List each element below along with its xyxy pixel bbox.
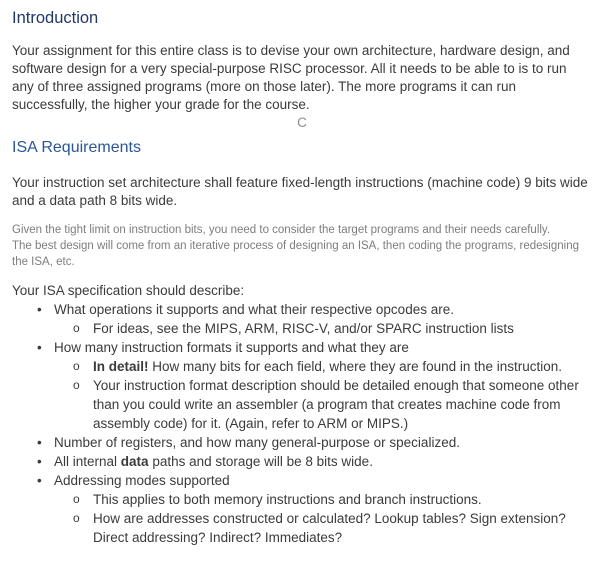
list-item	[12, 319, 592, 338]
sub-bullet-icon: o	[73, 378, 80, 392]
list-item-text: Number of registers, and how many general-purpose or specialized.	[54, 435, 460, 450]
intro-paragraph: Your assignment for this entire class is to devise your own architecture, hardware design, and software design for a very special-purpose RISC processor. All it needs to be able to is to run any of three assigned programs (more on those later). The more programs it can run successfully, the higher your grade for the course.	[12, 43, 570, 112]
sub-bullet-icon: o	[73, 321, 80, 335]
heading-introduction: Introduction	[12, 9, 99, 27]
stray-character: C	[297, 115, 307, 130]
list-item	[12, 376, 592, 433]
note-paragraph	[12, 222, 596, 270]
list-item-text: For ideas, see the MIPS, ARM, RISC-V, and/or SPARC instruction lists	[93, 321, 514, 336]
sub-bullet-icon: o	[73, 511, 80, 525]
list-item-text: How many instruction formats it supports and what they are	[54, 340, 409, 355]
list-item	[12, 357, 592, 376]
bullet-icon: •	[37, 340, 42, 355]
bullet-icon: •	[37, 435, 42, 450]
list-item	[12, 471, 592, 490]
heading-isa-requirements: ISA Requirements	[12, 139, 141, 156]
note-line-1: Given the tight limit on instruction bits, you need to consider the target programs and their needs carefully.	[12, 224, 551, 236]
list-item-text: All internal data paths and storage will be 8 bits wide.	[54, 454, 373, 469]
list-item-text: Your instruction format description should be detailed enough that someone other than you could write an assembler (a program that creates machine code from assembly code) for it. (Again, refer to ARM or MIPS.)	[93, 378, 579, 431]
bullet-icon: •	[37, 454, 42, 469]
list-item-text: What operations it supports and what their respective opcodes are.	[54, 302, 454, 317]
list-item-text: Addressing modes supported	[54, 473, 230, 488]
list-intro: Your ISA specification should describe:	[12, 283, 245, 298]
list-item-text: How are addresses constructed or calculated? Lookup tables? Sign extension? Direct addressing? Indirect? Immediates?	[93, 511, 566, 545]
list-item-text: This applies to both memory instructions and branch instructions.	[93, 492, 482, 507]
sub-bullet-icon: o	[73, 359, 80, 373]
list-item	[12, 490, 592, 509]
bullet-icon: •	[37, 473, 42, 488]
bullet-icon: •	[37, 302, 42, 317]
list-item-text: In detail! How many bits for each field, where they are found in the instruction.	[93, 359, 562, 374]
list-item	[12, 509, 592, 547]
list-item	[12, 433, 592, 452]
isa-paragraph: Your instruction set architecture shall feature fixed-length instructions (machine code) 9 bits wide and a data path 8 bits wide.	[12, 175, 588, 208]
sub-bullet-icon: o	[73, 492, 80, 506]
isa-spec-list	[12, 300, 592, 547]
list-item	[12, 452, 592, 471]
list-item	[12, 300, 592, 319]
list-item	[12, 338, 592, 357]
note-line-2: The best design will come from an iterative process of designing an ISA, then coding the programs, redesigning the ISA, etc.	[12, 240, 580, 268]
